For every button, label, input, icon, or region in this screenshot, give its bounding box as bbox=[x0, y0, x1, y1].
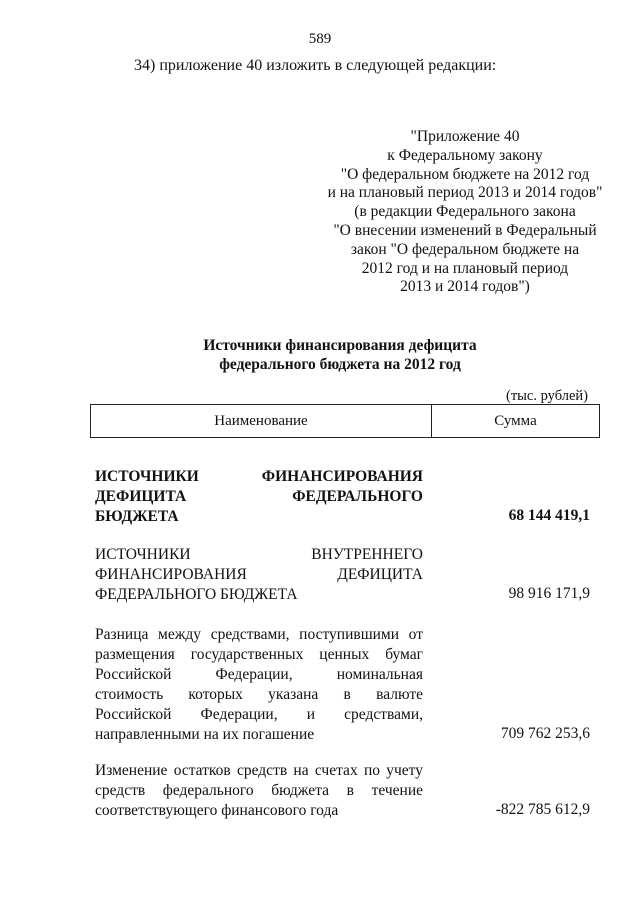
table-title-line: федерального бюджета на 2012 год bbox=[219, 355, 461, 373]
column-header-sum: Сумма bbox=[432, 405, 600, 438]
appendix-line: 2013 и 2014 годов") bbox=[400, 278, 530, 296]
table-row-value: -822 785 612,9 bbox=[495, 801, 590, 818]
table-title bbox=[0, 337, 640, 375]
table-title-line: Источники финансирования дефицита bbox=[203, 337, 477, 354]
row-name-line: Российской Федерации, номинальная bbox=[95, 666, 423, 683]
row-name-line: Разница между средствами, поступившими от bbox=[95, 626, 423, 643]
appendix-header bbox=[300, 128, 630, 297]
table-row-name bbox=[95, 625, 423, 745]
row-name-line: средств федерального бюджета в течение bbox=[95, 782, 423, 799]
row-name-line: ИСТОЧНИКИ ФИНАНСИРОВАНИЯ bbox=[95, 468, 423, 485]
table-row-name bbox=[95, 545, 423, 605]
row-name-line: ФИНАНСИРОВАНИЯ ДЕФИЦИТА bbox=[95, 566, 423, 583]
table-header bbox=[90, 404, 600, 438]
table-row-value: 68 144 419,1 bbox=[508, 507, 590, 524]
appendix-line: "Приложение 40 bbox=[410, 128, 520, 145]
row-name-line: Российской Федерации, и средствами, bbox=[95, 706, 423, 723]
row-name-line: ФЕДЕРАЛЬНОГО БЮДЖЕТА bbox=[95, 586, 298, 603]
row-name-line: соответствующего финансового года bbox=[95, 802, 339, 819]
row-name-line: ИСТОЧНИКИ ВНУТРЕННЕГО bbox=[95, 546, 423, 563]
appendix-line: 2012 год и на плановый период bbox=[361, 259, 569, 277]
row-name-line: ДЕФИЦИТА ФЕДЕРАЛЬНОГО bbox=[95, 488, 423, 505]
column-header-name: Наименование bbox=[91, 405, 432, 438]
appendix-line: закон "О федеральном бюджете на bbox=[350, 240, 580, 258]
amendment-instruction: 34) приложение 40 изложить в следующей редакции: bbox=[134, 57, 497, 74]
table-row-name bbox=[95, 467, 423, 527]
row-name-line: стоимость которых указана в валюте bbox=[95, 686, 423, 703]
row-name-line: Изменение остатков средств на счетах по учету bbox=[95, 762, 423, 779]
appendix-line: к Федеральному закону bbox=[387, 146, 543, 164]
table-row-value: 709 762 253,6 bbox=[500, 725, 590, 742]
appendix-line: "О федеральном бюджете на 2012 год bbox=[340, 165, 590, 183]
table-row-name bbox=[95, 761, 423, 821]
appendix-line: (в редакции Федерального закона bbox=[354, 203, 576, 221]
appendix-line: и на плановый период 2013 и 2014 годов" bbox=[327, 184, 603, 202]
row-name-line: направленными на их погашение bbox=[95, 726, 315, 743]
page-number: 589 bbox=[308, 31, 332, 47]
table-row-value: 98 916 171,9 bbox=[508, 585, 590, 602]
units-label: (тыс. рублей) bbox=[506, 388, 588, 404]
appendix-line: "О внесении изменений в Федеральный bbox=[333, 221, 597, 239]
row-name-line: размещения государственных ценных бумаг bbox=[95, 646, 423, 663]
row-name-line: БЮДЖЕТА bbox=[95, 508, 179, 525]
